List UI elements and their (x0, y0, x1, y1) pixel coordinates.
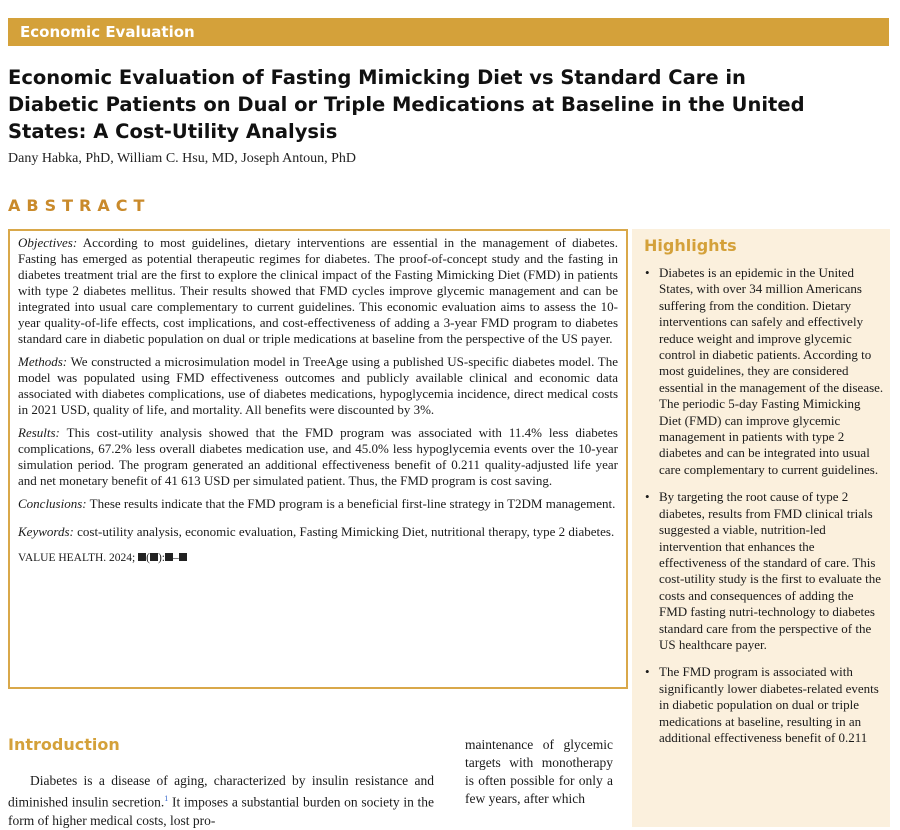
keywords-text: cost-utility analysis, economic evaluation, Fasting Mimicking Diet, nutritional therapy, type 2 diabetes. (77, 524, 615, 539)
intro-text-start: Diabetes is a disease of aging, characterized by insulin resistance and diminished insulin secretion. (8, 773, 434, 810)
bullet-icon: • (645, 489, 650, 505)
highlight-text: Diabetes is an epidemic in the United States, with over 34 million Americans suffering from the condition. Dietary interventions can safely and effectively reduce weight and improve glycemic control in diabetic patients. According to most guidelines, they are considered essential in the management of the disease. The periodic 5-day Fasting Mimicking Diet (FMD) can improve glycemic management in patients with type 2 diabetes and can be integrated into usual care complementary to current guidelines. (659, 265, 884, 477)
journal-separator: ): (157, 552, 165, 564)
journal-reference (18, 550, 618, 566)
conclusions-label: Conclusions: (18, 496, 87, 511)
abstract-methods (18, 354, 618, 418)
article-title: Economic Evaluation of Fasting Mimicking Diet vs Standard Care in Diabetic Patients on Dual or Triple Medications at Baseline in the United States: A Cost-Utility Analysis (8, 66, 805, 143)
section-banner (8, 18, 889, 46)
results-label: Results: (18, 425, 60, 440)
highlight-item (644, 489, 884, 653)
abstract-results (18, 425, 618, 489)
journal-citation: VALUE HEALTH. 2024; (18, 552, 136, 564)
section-banner-label: Economic Evaluation (20, 23, 195, 41)
abstract-conclusions (18, 496, 618, 512)
author-list: Dany Habka, PhD, William C. Hsu, MD, Joseph Antoun, PhD (8, 151, 357, 166)
placeholder-square-icon (165, 553, 173, 561)
placeholder-square-icon (138, 553, 146, 561)
introduction-heading: Introduction (8, 735, 120, 754)
abstract-heading: ABSTRACT (8, 196, 151, 215)
highlight-item (644, 265, 884, 478)
introduction-column-two: maintenance of glycemic targets with monotherapy is often possible for only a few years, after which (465, 737, 613, 806)
results-text: This cost-utility analysis showed that the FMD program was associated with 11.4% less diabetes complications, 67.2% less overall diabetes medication use, and 45.0% less hypoglycemia events over the 10-year simulation period. The program generated an additional effectiveness benefit of 0.211 quality-adjusted life year and net monetary benefit of 41 613 USD per simulated patient. Thus, the FMD program is cost saving. (18, 425, 618, 488)
methods-text: We constructed a microsimulation model in TreeAge using a published US-specific diabetes model. The model was populated using FMD effectiveness outcomes and publicly available clinical and economic data associated with diabetes complications, use of diabetes medications, hypoglycemia incidence, direct medical costs in 2021 USD, quality of life, and mortality. All benefits were discounted by 3%. (18, 354, 619, 417)
highlights-title: Highlights (644, 236, 737, 255)
highlights-panel (632, 229, 890, 827)
placeholder-square-icon (179, 553, 187, 561)
keywords-label: Keywords: (18, 524, 74, 539)
objectives-text: According to most guidelines, dietary interventions are essential in the management of diabetes. Fasting has emerged as potential therapeutic regimes for diabetes. The proof-of-concept study and the fasting in diabetes treatment trial are the first to explore the clinical impact of the Fasting Mimicking Diet (FMD) in patients with type 2 diabetes mellitus. Their results showed that FMD cycles improve glycemic management and can be integrated into usual care complementary to current guidelines. This economic evaluation aims to assess the 10-year quality-of-life effects, cost implications, and cost-effectiveness of adding a 3-year FMD program to diabetes standard care in diabetic population on dual or triple medications at baseline from the perspective of the US payer. (18, 235, 618, 346)
abstract-box (8, 229, 628, 689)
highlights-list (644, 265, 884, 757)
methods-label: Methods: (18, 354, 68, 369)
journal-separator: – (173, 552, 179, 564)
introduction-paragraph (8, 772, 434, 830)
highlight-text: By targeting the root cause of type 2 diabetes, results from FMD clinical trials suggested a viable, nutrition-led intervention that enhances the effectiveness of the standard of care. This cost-utility study is the first to evaluate the costs and consequences of adding the FMD fasting nutri-technology to diabetes standard care from the perspective of the US healthcare payer. (659, 489, 882, 652)
highlight-item (644, 664, 884, 746)
abstract-objectives (18, 235, 618, 347)
abstract-keywords (18, 524, 618, 540)
placeholder-square-icon (150, 553, 158, 561)
intro-text-end: It imposes a substantial burden on society in the form of higher medical costs, lost pro- (8, 794, 435, 828)
bullet-icon: • (645, 265, 650, 280)
journal-separator: ( (146, 552, 150, 564)
conclusions-text: These results indicate that the FMD program is a beneficial first-line strategy in T2DM management. (89, 496, 616, 511)
objectives-label: Objectives: (18, 235, 78, 250)
bullet-icon: • (645, 664, 650, 680)
reference-link[interactable]: 1 (164, 794, 169, 803)
highlight-text: The FMD program is associated with significantly lower diabetes-related events in diabetic population on dual or triple medications at baseline, resulting in an additional effectiveness benefit of 0.211 (659, 664, 879, 745)
